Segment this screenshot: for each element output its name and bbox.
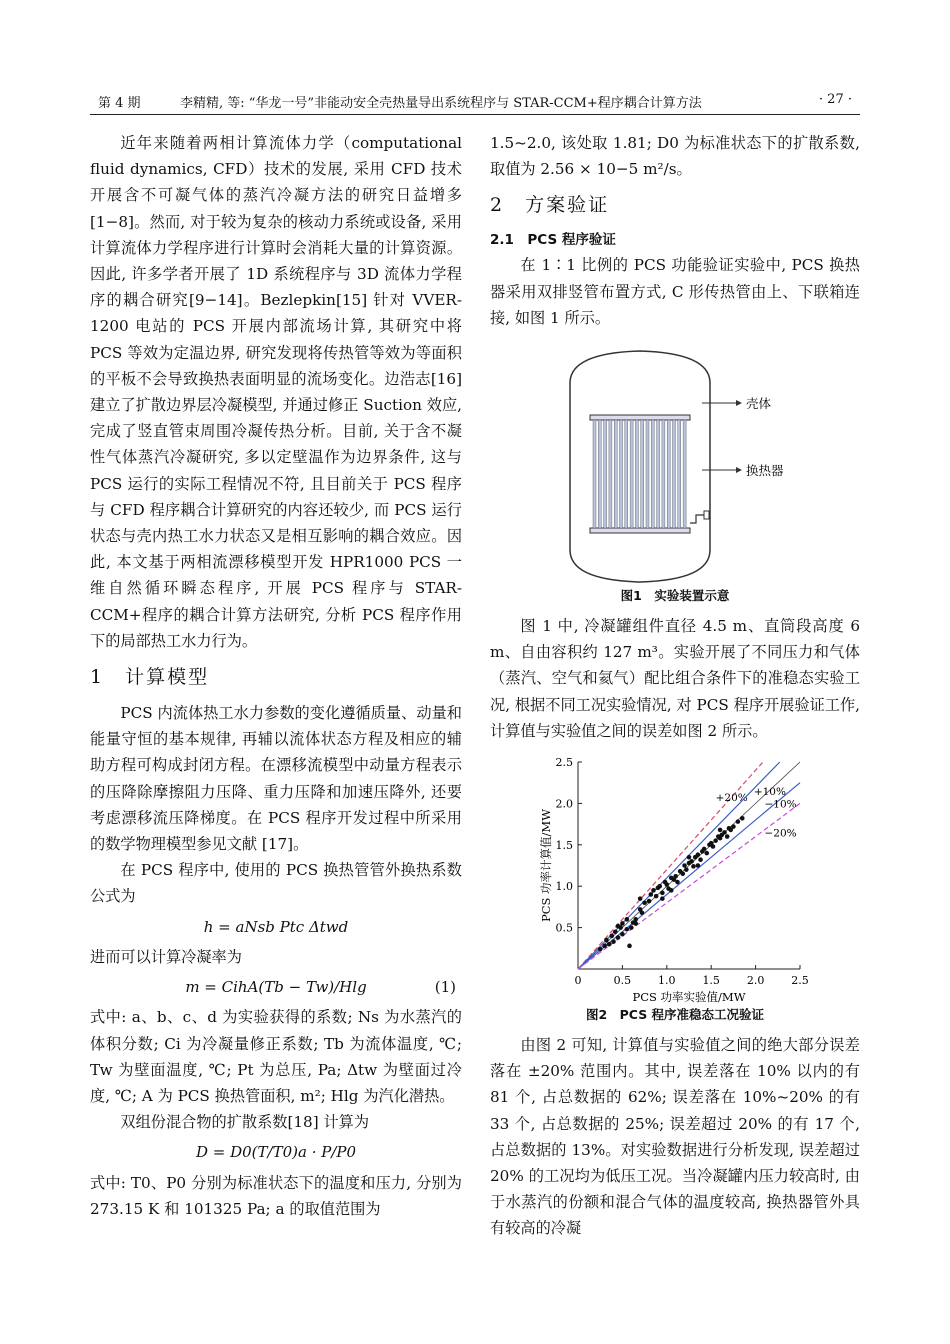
section-1-paragraph-1: PCS 内流体热工水力参数的变化遵循质量、动量和能量守恒的基本规律, 再辅以流体状态方程及相应的辅助方程可构成封闭方程。在漂移流模型中动量方程表示的压降除摩擦阻力压降、重力压降和加速压降外, 还要考虑漂移流压降梯度。在 PCS 程序开发过程中所采用的数学物理模型参见文献 [17]。 [90, 704, 462, 854]
data-point [607, 942, 612, 947]
data-point [682, 863, 687, 868]
x-tick-label: 1.5 [702, 974, 720, 988]
equation-h: h = aNsb Ptc Δtwd [203, 917, 349, 936]
reference-line-label: −20% [764, 827, 797, 840]
heat-tube [630, 420, 633, 528]
y-tick-label: 2.5 [555, 756, 573, 770]
heat-tube [620, 420, 623, 528]
data-point [725, 834, 730, 839]
data-point [654, 894, 659, 899]
outlet-pipe [690, 515, 704, 523]
equation-D: D = D0(T/T0)a · P/P0 [195, 1143, 357, 1162]
data-point [731, 824, 736, 829]
data-point [722, 830, 727, 835]
heat-tube [641, 420, 644, 528]
reference-line-label: −10% [764, 798, 797, 811]
equation-m [90, 974, 462, 1000]
y-tick-label: 1.5 [555, 838, 573, 852]
x-tick-label: 2.5 [791, 974, 809, 988]
running-header [90, 90, 860, 115]
data-point [691, 864, 696, 869]
heat-tube [609, 420, 612, 528]
results-paragraph: 由图 2 可知, 计算值与实验值之间的绝大部分误差落在 ±20% 范围内。其中, 误差落在 10% 以内的有 81 个, 占总数据的 62%; 误差落在 10%~20% 的有 33 个, 占总数据的 25%; 误差超过 20% 的有 17 个, 占总数据的 13%。对实验数据进行分析发现, 误差超过 20% 的工况均为低压工况。当冷凝罐内压力较高时, 由于水蒸汽的份额和混合气体的温度较高, 换热器管外具有较高的冷凝 [490, 1036, 860, 1238]
section-1-paragraph-2: 在 PCS 程序中, 使用的 PCS 换热管管外换热系数公式为 [90, 861, 462, 906]
data-point [638, 896, 643, 901]
data-point [702, 847, 707, 852]
left-column [90, 130, 462, 1222]
data-point [609, 934, 614, 939]
section-1-title: 1 计算模型 [90, 666, 210, 689]
data-point [665, 882, 670, 887]
equation-number: (1) [434, 978, 456, 997]
data-point [629, 925, 634, 930]
data-point [669, 888, 674, 893]
data-point [633, 921, 638, 926]
outlet-nozzle [704, 511, 709, 519]
y-axis-label: PCS 功率计算值/MW [539, 809, 553, 923]
heat-tube [646, 420, 649, 528]
heat-tube [657, 420, 660, 528]
data-point [736, 819, 741, 824]
heat-tube [598, 420, 601, 528]
figure-1 [490, 345, 860, 585]
continued-paragraph: 1.5~2.0, 该处取 1.81; D0 为标准状态下的扩散系数, 取值为 2.56 × 10−5 m²/s。 [490, 134, 860, 179]
variable-definitions: 式中: a、b、c、d 为实验获得的系数; Ns 为水蒸汽的体积分数; Ci 为冷凝量修正系数; Tb 为流体温度, ℃; Tw 为壁面温度, ℃; Pt 为总压, Pa; Δtw 为壁面过冷度, ℃; A 为 PCS 换热管面积, m²; Hlg 为汽化潜热。 [90, 1008, 462, 1105]
figure-2 [490, 754, 860, 1004]
data-point [675, 880, 680, 885]
x-tick-label: 2.0 [746, 974, 765, 988]
x-tick-label: 0.5 [613, 974, 632, 988]
data-point [660, 891, 665, 896]
heat-tube [673, 420, 676, 528]
data-point [613, 929, 618, 934]
data-point [625, 917, 630, 922]
data-point [620, 932, 625, 937]
reference-line [578, 783, 800, 969]
hx-label: 换热器 [746, 463, 784, 479]
data-point [616, 935, 621, 940]
data-point [625, 927, 630, 932]
figure-1-discussion: 图 1 中, 冷凝罐组件直径 4.5 m、直筒段高度 6 m、自由容积约 127 m³。实验开展了不同压力和气体（蒸汽、空气和氦气）配比组合条件下的准稳态实验工况, 根据不同工况实验情况, 对 PCS 程序开展验证工作, 计算值与实验值之间的误差如图 2 所示。 [490, 617, 860, 740]
condensation-intro: 进而可以计算冷凝率为 [90, 947, 242, 966]
data-point [620, 921, 625, 926]
data-point [660, 896, 665, 901]
shell-label: 壳体 [746, 396, 772, 412]
reference-line [578, 762, 780, 969]
heat-tube [625, 420, 628, 528]
data-point [611, 939, 616, 944]
running-title: 李精精, 等: “华龙一号”非能动安全壳热量导出系统程序与 STAR-CCM+程序耦合计算方法 [180, 96, 702, 111]
vessel-shell [570, 351, 710, 582]
shell-arrow-icon [736, 400, 742, 406]
data-point [649, 892, 654, 897]
data-point [696, 852, 701, 857]
figure-2-caption: 图2 PCS 程序准稳态工况验证 [585, 1007, 765, 1023]
data-point [740, 816, 745, 821]
data-point [640, 910, 645, 915]
data-point [651, 888, 656, 893]
heat-tube [683, 420, 686, 528]
heat-tube [604, 420, 607, 528]
data-point [698, 857, 703, 862]
heat-tube [593, 420, 596, 528]
heat-tube [667, 420, 670, 528]
heat-tube [678, 420, 681, 528]
hx-arrow-icon [736, 467, 742, 473]
section-2-title: 2 方案验证 [490, 194, 610, 217]
data-point [689, 859, 694, 864]
equation-m-body: m = CihA(Tb − Tw)/Hlg [185, 978, 367, 997]
data-point [616, 924, 621, 929]
x-tick-label: 0 [574, 974, 582, 988]
data-point [598, 947, 603, 952]
section-2-1-title: 2.1 PCS 程序验证 [490, 232, 616, 249]
validation-scatter-chart [490, 754, 860, 1004]
data-point [711, 844, 716, 849]
y-tick-label: 1.0 [555, 880, 573, 894]
apparatus-diagram [490, 345, 860, 585]
x-axis-label: PCS 功率实验值/MW [632, 990, 746, 1005]
heat-exchanger-tubes [593, 420, 686, 528]
heat-tube [635, 420, 638, 528]
intro-paragraph: 近年来随着两相计算流体力学（computational fluid dynamics, CFD）技术的发展, 采用 CFD 技术开展含不可凝气体的蒸汽冷凝方法的研究日益增多[1−8]。然而, 对于较为复杂的核动力系统或设备, 采用计算流体力学程序进行计算时会消耗大量的计算资源。因此, 许多学者开展了 1D 系统程序与 3D 流体力学程序的耦合研究[9−14]。Bezlepkin[15] 针对 VVER-1200 电站的 PCS 开展内部流场计算, 其研究中将 PCS 等效为定温边界, 研究发现将传热管等效为等面积的平板不会导致换热表面明显的流场变化。边浩志[16] 建立了扩散边界层冷凝模型, 并通过修正 Suction 效应, 完成了竖直管束周围冷凝传热分析。目前, 关于含不凝性气体蒸汽冷凝研究, 多以定壁温作为边界条件, 这与 PCS 运行的实际工程情况不符, 且目前关于 PCS 程序与 CFD 程序耦合计算研究的内容还较少, 而 PCS 运行状态与壳内热工水力状态又是相互影响的耦合效应。因此, 本文基于两相流漂移模型开发 HPR1000 PCS 一维自然循环瞬态程序, 开展 PCS 程序与 STAR-CCM+程序的耦合计算方法研究, 分析 PCS 程序作用下的局部热工水力行为。 [90, 134, 462, 650]
data-point [713, 838, 718, 843]
reference-line-label: +20% [715, 791, 748, 804]
data-point [687, 855, 692, 860]
data-point [633, 917, 638, 922]
lower-header [590, 528, 690, 533]
figure-1-caption: 图1 实验装置示意 [620, 588, 730, 604]
y-tick-label: 0.5 [555, 921, 573, 935]
data-point [642, 900, 647, 905]
data-point [680, 872, 685, 877]
upper-header [590, 415, 690, 420]
section-2-1-paragraph: 在 1∶1 比例的 PCS 功能验证实验中, PCS 换热器采用双排竖管布置方式, C 形传热管由上、下联箱连接, 如图 1 所示。 [490, 256, 860, 327]
reference-line-label: +10% [753, 786, 786, 799]
issue-number: 第 4 期 [98, 96, 141, 111]
heat-tube [614, 420, 617, 528]
data-point [604, 938, 609, 943]
diffusion-intro: 双组份混合物的扩散系数[18] 计算为 [120, 1113, 370, 1132]
diffusion-variables: 式中: T0、P0 分别为标准状态下的温度和压力, 分别为 273.15 K 和 101325 Pa; a 的取值范围为 [90, 1173, 462, 1218]
data-point [696, 863, 701, 868]
data-point [647, 899, 652, 904]
data-point [704, 851, 709, 856]
heat-tube [651, 420, 654, 528]
data-point [602, 944, 607, 949]
data-point [684, 867, 689, 872]
x-tick-label: 1.0 [658, 974, 676, 988]
heat-tube [662, 420, 665, 528]
data-point [673, 874, 678, 879]
data-point [657, 884, 662, 889]
right-column [490, 130, 860, 1242]
page-number: · 27 · [818, 92, 852, 107]
y-tick-label: 2.0 [555, 797, 573, 811]
data-point [718, 828, 723, 833]
data-point [627, 944, 632, 949]
